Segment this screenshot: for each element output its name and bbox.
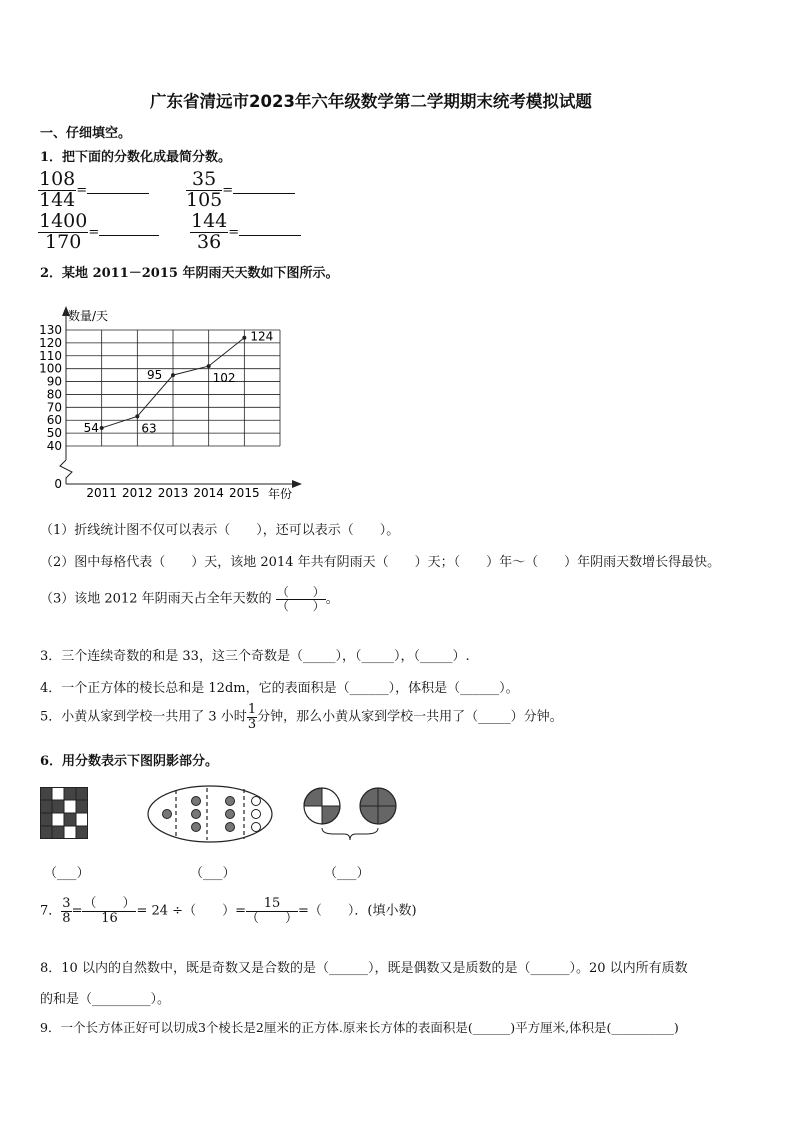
q1-item-3: $\frac{1400}{170}$ = (38, 212, 159, 253)
y-tick-label: 70 (46, 400, 62, 415)
data-point (135, 414, 139, 418)
q7-fraction-2[interactable]: $\frac{( )}{16}$ (83, 896, 136, 926)
dot (192, 797, 201, 806)
question-8-line-1: 8．10 以内的自然数中，既是奇数又是合数的是（______），既是偶数又是质数的是（______）。20 以内所有质数 (40, 961, 688, 976)
data-label: 95 (147, 368, 163, 383)
dot (192, 810, 201, 819)
question-3: 3．三个连续奇数的和是 33，这三个奇数是（_____），（_____），（_____）. (40, 649, 470, 664)
grid-cell (52, 787, 64, 800)
question-2-part-3: （3）该地 2012 年阴雨天占全年天数的 $\frac{( )}{( )}$ 。 (40, 585, 339, 613)
grid-cell (76, 787, 88, 800)
y-tick-label: 50 (46, 426, 62, 441)
q1-fraction-2: $\frac{35}{105}$ (186, 168, 223, 211)
question-2-part-1: （1）折线统计图不仅可以表示（ ），还可以表示（ ）。 (40, 523, 400, 538)
dot (226, 810, 235, 819)
question-6-stem: 6．用分数表示下图阴影部分。 (40, 754, 219, 769)
question-5: 5．小黄从家到学校一共用了 3 小时 $\frac{1}{3}$ 分钟，那么小黄从家到学校一共用了（_____）分钟。 (40, 702, 563, 732)
q1-item-1: $\frac{108}{144}$ = (38, 170, 149, 211)
q7-fraction-1: $\frac{3}{8}$ (62, 896, 71, 926)
x-tick-label: 2015 (229, 486, 260, 500)
grid-cell (76, 813, 88, 826)
grid-cell (52, 800, 64, 813)
q6-figure-circles (300, 784, 406, 846)
q6-figure-grid (40, 787, 90, 839)
dot (252, 810, 261, 819)
data-label: 63 (141, 421, 157, 436)
y-tick-label: 130 (39, 323, 62, 337)
q1-fraction-1: $\frac{108}{144}$ (39, 168, 76, 211)
grid-cell (40, 800, 52, 813)
chart-series (84, 330, 274, 436)
grid-cell (52, 813, 64, 826)
data-point (100, 426, 104, 430)
dot (226, 797, 235, 806)
chart-x-tick-labels (86, 486, 259, 500)
q1-fraction-4: $\frac{144}{36}$ (191, 210, 228, 253)
grid-cell (64, 800, 76, 813)
data-label: 102 (212, 371, 236, 386)
y-tick-label: 40 (46, 439, 62, 453)
dot (252, 823, 261, 832)
question-4: 4．一个正方体的棱长总和是 12dm，它的表面积是（______），体积是（______）。 (40, 681, 519, 696)
y-tick-label: 60 (46, 413, 62, 428)
q7-fraction-3[interactable]: $\frac{15}{( )}$ (245, 896, 298, 926)
q1-fraction-3: $\frac{1400}{170}$ (39, 210, 88, 253)
chart-y-tick-labels (39, 323, 62, 491)
y-tick-label: 80 (46, 387, 62, 402)
q1-item-2: $\frac{35}{105}$ = (186, 170, 295, 211)
dot (163, 810, 172, 819)
grid-cell (40, 787, 52, 800)
grid-cell (64, 826, 76, 839)
chart-y-axis-label: 数量/天 (68, 309, 109, 323)
y-tick-label: 0 (54, 477, 62, 491)
question-9: 9．一个长方体正好可以切成3个棱长是2厘米的正方体.原来长方体的表面积是(______)平方厘米,体积是(__________) (40, 1020, 679, 1035)
rainy-days-line-chart (30, 300, 320, 510)
data-point (171, 373, 175, 377)
dot (252, 797, 261, 806)
q5-fraction: $\frac{1}{3}$ (247, 702, 257, 732)
dot (192, 823, 201, 832)
grid-cell (64, 813, 76, 826)
y-tick-label: 120 (39, 335, 62, 350)
question-8-line-2: 的和是（_________）。 (40, 992, 171, 1007)
y-tick-label: 90 (46, 374, 62, 389)
question-1-stem: 1．把下面的分数化成最简分数。 (40, 150, 232, 165)
dot (226, 823, 235, 832)
x-tick-label: 2013 (157, 486, 189, 500)
data-label: 54 (83, 420, 99, 435)
data-point (207, 364, 211, 368)
data-point (242, 336, 246, 340)
grid-cell (40, 813, 52, 826)
section-heading: 一、仔细填空。 (40, 126, 132, 141)
q1-answer-blank-4[interactable] (239, 235, 301, 236)
q1-answer-blank-1[interactable] (87, 193, 149, 194)
page-title: 广东省清远市2023年六年级数学第二学期期末统考模拟试题 (150, 92, 592, 111)
question-2-stem: 2．某地 2011－2015 年阴雨天天数如下图所示。 (40, 266, 339, 281)
question-2-part-2: （2）图中每格代表（ ）天，该地 2014 年共有阴雨天（ ）天；（ ）年～（ ）年阴雨天数增长得最快。 (40, 555, 721, 570)
q2-part3-fraction[interactable]: $\frac{( )}{( )}$ (276, 585, 325, 613)
y-tick-label: 110 (39, 348, 62, 363)
grid-cell (64, 787, 76, 800)
q1-answer-blank-2[interactable] (233, 193, 295, 194)
grid-cell (76, 826, 88, 839)
q1-item-4: $\frac{144}{36}$ = (190, 212, 301, 253)
q6-answer-3[interactable]: （___） (324, 866, 370, 881)
grid-cell (40, 826, 52, 839)
q6-answer-1[interactable]: （___） (44, 866, 90, 881)
x-tick-label: 2014 (193, 486, 224, 500)
q6-figure-ellipse-dots (146, 784, 274, 844)
question-7: 7． $\frac{3}{8}$ = $\frac{( )}{16}$ = 24 ÷（ ）= $\frac{15}{( )}$ =（ ）．(填小数) (40, 896, 417, 926)
x-tick-label: 2011 (86, 486, 117, 500)
grid-cell (76, 800, 88, 813)
grid-cell (52, 826, 64, 839)
q1-answer-blank-3[interactable] (99, 235, 159, 236)
x-tick-label: 2012 (122, 486, 153, 500)
chart-x-axis-label: 年份 (268, 487, 293, 501)
data-label: 124 (250, 329, 274, 344)
q6-answer-2[interactable]: （___） (190, 866, 236, 881)
y-tick-label: 100 (39, 361, 62, 376)
